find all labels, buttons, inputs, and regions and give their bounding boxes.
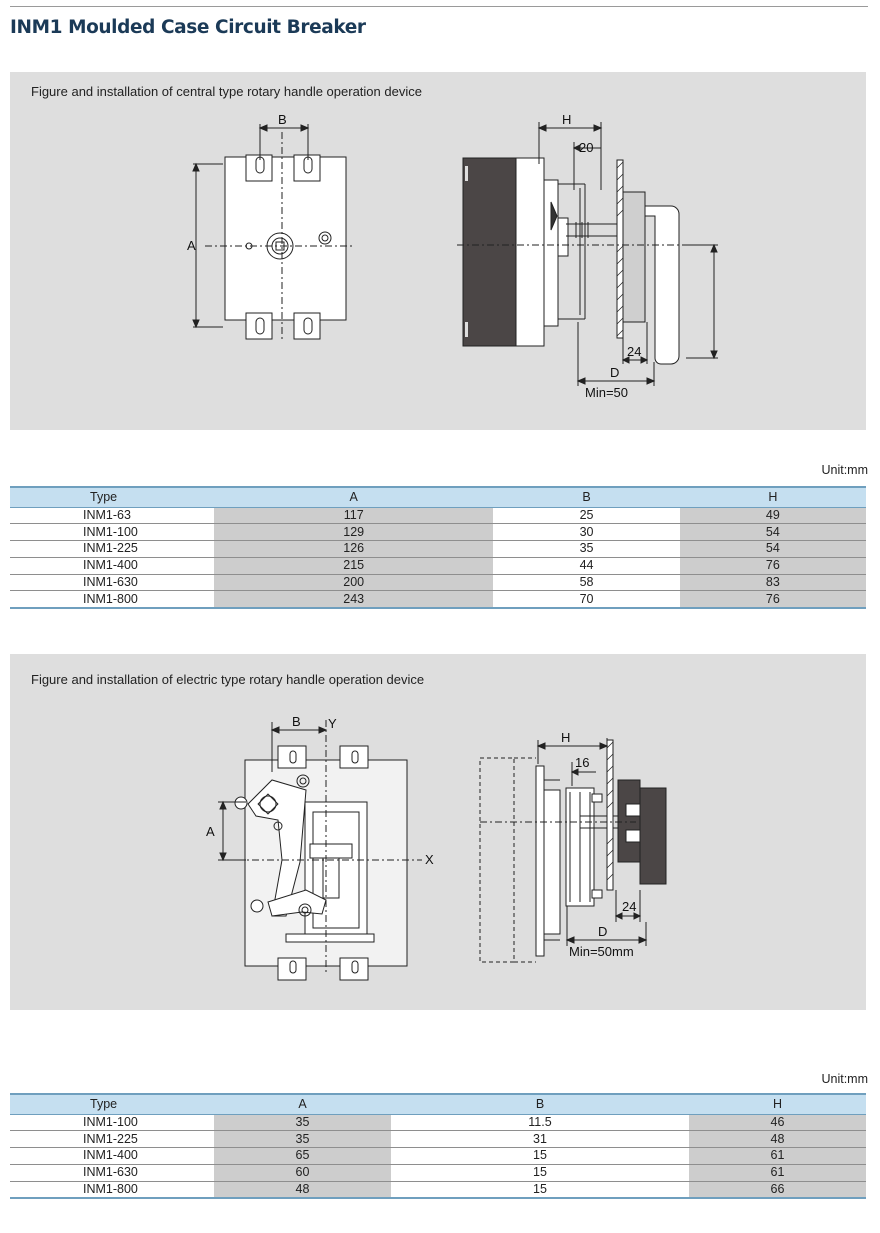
cell-type: INM1-800	[10, 1181, 214, 1198]
cell-b: 31	[391, 1131, 689, 1148]
dim-label-b: B	[278, 112, 287, 127]
table-row	[10, 1181, 866, 1198]
unit-label: Unit:mm	[821, 1072, 868, 1086]
table-row	[10, 524, 866, 541]
table-row	[10, 1131, 866, 1148]
cell-type: INM1-63	[10, 507, 214, 524]
cell-b: 30	[493, 524, 679, 541]
cell-a: 200	[214, 574, 493, 591]
col-header-b: B	[493, 487, 679, 507]
cell-type: INM1-400	[10, 557, 214, 574]
table-row	[10, 541, 866, 558]
electric-type-spec-table	[10, 1093, 866, 1199]
cell-h: 76	[680, 591, 866, 608]
electric-type-drawing	[10, 654, 866, 1010]
cell-h: 54	[680, 524, 866, 541]
dim-label-24: 24	[627, 344, 642, 359]
col-header-a: A	[214, 487, 493, 507]
cell-a: 126	[214, 541, 493, 558]
table-header-row	[10, 1094, 866, 1114]
cell-a: 35	[214, 1131, 391, 1148]
figure-caption: Figure and installation of central type rotary handle operation device	[31, 84, 422, 99]
cell-b: 58	[493, 574, 679, 591]
cell-b: 15	[391, 1164, 689, 1181]
dim-label-a: A	[206, 824, 215, 839]
cell-type: INM1-225	[10, 541, 214, 558]
dim-label-min: Min=50	[585, 385, 628, 400]
cell-type: INM1-225	[10, 1131, 214, 1148]
col-header-type: Type	[10, 1094, 214, 1114]
col-header-b: B	[391, 1094, 689, 1114]
dim-label-h: H	[562, 112, 572, 127]
cell-type: INM1-800	[10, 591, 214, 608]
dim-label-16: 16	[575, 755, 590, 770]
cell-h: 54	[680, 541, 866, 558]
top-rule	[10, 6, 868, 7]
col-header-h: H	[680, 487, 866, 507]
cell-a: 35	[214, 1114, 391, 1131]
cell-h: 76	[680, 557, 866, 574]
cell-h: 48	[689, 1131, 866, 1148]
dim-label-h: H	[561, 730, 571, 745]
cell-h: 61	[689, 1148, 866, 1165]
table-row	[10, 1164, 866, 1181]
cell-a: 129	[214, 524, 493, 541]
cell-a: 117	[214, 507, 493, 524]
dim-label-24: 24	[622, 899, 637, 914]
cell-type: INM1-630	[10, 1164, 214, 1181]
cell-b: 11.5	[391, 1114, 689, 1131]
cell-b: 15	[391, 1181, 689, 1198]
dim-label-x: X	[425, 852, 434, 867]
dim-label-d: D	[610, 365, 620, 380]
dim-label-d: D	[598, 924, 608, 939]
table-row	[10, 574, 866, 591]
cell-b: 44	[493, 557, 679, 574]
cell-a: 60	[214, 1164, 391, 1181]
cell-h: 66	[689, 1181, 866, 1198]
cell-h: 49	[680, 507, 866, 524]
cell-type: INM1-630	[10, 574, 214, 591]
col-header-type: Type	[10, 487, 214, 507]
electric-type-figure-panel	[10, 654, 866, 1010]
table-row	[10, 591, 866, 608]
central-type-spec-table	[10, 486, 866, 609]
table-row	[10, 1114, 866, 1131]
dim-label-a: A	[187, 238, 196, 253]
table-header-row	[10, 487, 866, 507]
cell-a: 215	[214, 557, 493, 574]
central-type-drawing	[10, 72, 866, 430]
figure-caption: Figure and installation of electric type rotary handle operation device	[31, 672, 425, 687]
cell-type: INM1-100	[10, 524, 214, 541]
unit-label: Unit:mm	[821, 463, 868, 477]
cell-a: 243	[214, 591, 493, 608]
dim-label-min: Min=50mm	[569, 944, 634, 959]
table-row	[10, 507, 866, 524]
cell-a: 48	[214, 1181, 391, 1198]
cell-h: 83	[680, 574, 866, 591]
dim-label-b: B	[292, 714, 301, 729]
cell-b: 35	[493, 541, 679, 558]
cell-h: 61	[689, 1164, 866, 1181]
cell-type: INM1-100	[10, 1114, 214, 1131]
col-header-a: A	[214, 1094, 391, 1114]
cell-a: 65	[214, 1148, 391, 1165]
central-type-figure-panel	[10, 72, 866, 430]
col-header-h: H	[689, 1094, 866, 1114]
cell-h: 46	[689, 1114, 866, 1131]
cell-b: 70	[493, 591, 679, 608]
cell-b: 25	[493, 507, 679, 524]
dim-label-20: 20	[579, 140, 594, 155]
table-row	[10, 557, 866, 574]
page-title: INM1 Moulded Case Circuit Breaker	[10, 17, 366, 38]
cell-b: 15	[391, 1148, 689, 1165]
table-row	[10, 1148, 866, 1165]
cell-type: INM1-400	[10, 1148, 214, 1165]
breaker-side-body	[463, 158, 516, 346]
dim-label-y: Y	[328, 716, 337, 731]
